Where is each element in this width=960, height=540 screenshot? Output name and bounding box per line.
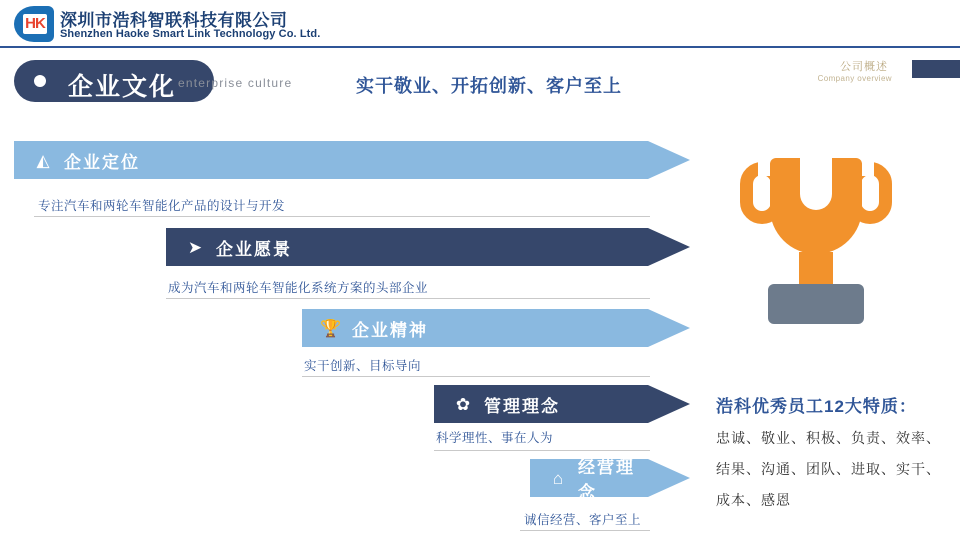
- caption-divider-5: [520, 530, 650, 531]
- right-panel-line-1: 忠诚、敬业、积极、负责、效率、: [716, 430, 941, 446]
- arrow-label-4: 管理理念: [484, 396, 560, 416]
- arrow-label-2: 企业愿景: [216, 239, 292, 259]
- caption-divider-4: [434, 450, 650, 451]
- right-panel-line-3: 成本、感恩: [716, 492, 791, 508]
- slogan-text: 实干敬业、开拓创新、客户至上: [356, 76, 622, 96]
- section-label-en: Company overview: [817, 74, 892, 83]
- page-title-en: enterprise culture: [178, 76, 293, 90]
- page-header: [0, 0, 960, 48]
- page-title: 企业文化: [68, 73, 177, 101]
- company-name-cn: 深圳市浩科智联科技有限公司: [60, 11, 288, 30]
- corner-accent-bar: [912, 60, 960, 78]
- arrow-caption-2: 成为汽车和两轮车智能化系统方案的头部企业: [168, 281, 429, 295]
- home-icon: ⌂: [552, 468, 564, 488]
- trophy-base: [768, 284, 864, 324]
- header-divider: [0, 46, 960, 48]
- right-panel-line-2: 结果、沟通、团队、进取、实干、: [716, 461, 941, 477]
- logo-letters: HK: [25, 15, 45, 32]
- arrow-label-5: 经营理念: [577, 458, 635, 502]
- arrow-caption-1: 专注汽车和两轮车智能化产品的设计与开发: [38, 199, 286, 213]
- paper-plane-icon: ➤: [187, 237, 203, 257]
- arrow-item-5[interactable]: [530, 458, 690, 502]
- company-name-en: Shenzhen Haoke Smart Link Technology Co. Ltd.: [60, 28, 321, 40]
- trophy-icon: 🏆: [320, 318, 342, 338]
- arrow-item-3[interactable]: [302, 309, 690, 347]
- caption-divider-1: [34, 216, 650, 217]
- title-bullet-icon: [34, 75, 46, 87]
- caption-divider-2: [166, 298, 650, 299]
- section-label-cn: 公司概述: [840, 61, 888, 73]
- arrow-item-4[interactable]: [434, 385, 690, 423]
- trophy-stem: [799, 252, 833, 286]
- mountain-icon: ◭: [36, 150, 50, 170]
- arrow-tip-4: [648, 385, 690, 423]
- arrow-label-3: 企业精神: [352, 320, 428, 340]
- arrow-label-1: 企业定位: [64, 152, 140, 172]
- right-panel-title: 浩科优秀员工12大特质：: [716, 397, 917, 416]
- arrow-caption-4: 科学理性、事在人为: [436, 431, 554, 445]
- arrow-item-1[interactable]: [14, 141, 690, 179]
- arrow-tip-2: [648, 228, 690, 266]
- arrow-caption-5: 诚信经营、客户至上: [524, 513, 642, 527]
- trophy-cup-notch: [800, 158, 832, 210]
- arrow-caption-3: 实干创新、目标导向: [304, 359, 422, 373]
- arrow-tip-3: [648, 309, 690, 347]
- arrow-item-2[interactable]: [166, 228, 690, 266]
- arrow-tip-5: [648, 459, 690, 497]
- gear-icon: ✿: [455, 394, 471, 414]
- arrow-tip-1: [648, 141, 690, 179]
- caption-divider-3: [302, 376, 650, 377]
- company-logo-icon: [14, 6, 54, 42]
